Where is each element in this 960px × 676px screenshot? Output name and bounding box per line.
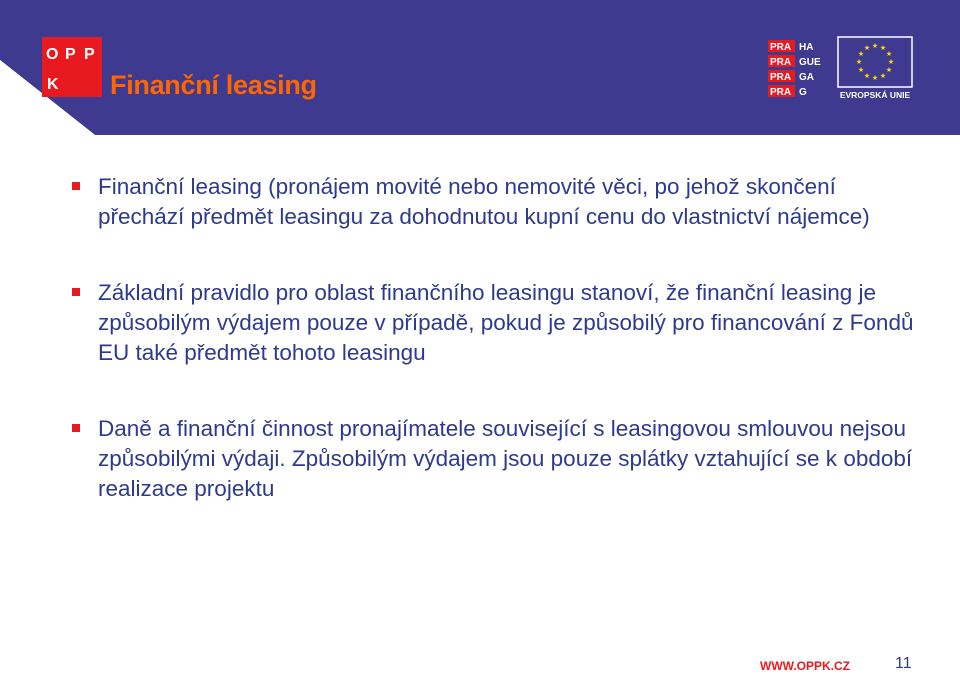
- praha-logo-row3-left: PRA: [770, 72, 792, 83]
- bullet-item: [70, 172, 920, 232]
- svg-text:★: ★: [863, 72, 871, 80]
- bullet-item: [70, 414, 920, 504]
- opp-logo-letter-p1: P: [65, 46, 76, 63]
- footer-url-link[interactable]: WWW.OPPK.CZ: [760, 659, 850, 673]
- svg-text:★: ★: [857, 66, 865, 74]
- slide-title: Finanční leasing: [110, 70, 317, 100]
- praha-logo: [768, 40, 828, 98]
- svg-text:★: ★: [879, 72, 887, 80]
- praha-logo-row2-left: PRA: [770, 57, 792, 68]
- bullet-square-icon: [72, 424, 80, 432]
- slide-header: [0, 0, 960, 135]
- svg-text:★: ★: [879, 44, 887, 52]
- praha-logo-row2-right: GUE: [799, 57, 821, 68]
- bullet-text: Daně a finanční činnost pronajímatele související s leasingovou smlouvou nejsou způsobilými výdaji. Způsobilým výdajem jsou pouze splátky vztahující se k období realizace projektu: [98, 416, 913, 501]
- opp-logo-letter-k: K: [47, 76, 59, 93]
- bullet-text: Základní pravidlo pro oblast finančního leasingu stanoví, že finanční leasing je způsobilým výdajem pouze v případě, pokud je způsobilý pro financování z Fondů EU také předmět tohoto leasingu: [98, 280, 914, 365]
- svg-text:★: ★: [871, 74, 879, 82]
- praha-logo-row4-right: G: [799, 87, 807, 98]
- svg-text:★: ★: [887, 58, 895, 66]
- svg-text:★: ★: [863, 44, 871, 52]
- svg-text:★: ★: [885, 66, 893, 74]
- page-number: 11: [895, 655, 912, 672]
- bullet-square-icon: [72, 288, 80, 296]
- svg-text:★: ★: [885, 50, 893, 58]
- opp-logo-letter-o: O: [46, 46, 59, 63]
- svg-text:★: ★: [855, 58, 863, 66]
- praha-logo-row1-left: PRA: [770, 42, 792, 53]
- opp-logo-letter-p2: P: [84, 46, 95, 63]
- bullet-text: Finanční leasing (pronájem movité nebo nemovité věci, po jehož skončení přechází předmět leasingu za dohodnutou kupní cenu do vlastnictví nájemce): [98, 174, 870, 229]
- praha-logo-row4-left: PRA: [770, 87, 792, 98]
- opp-logo: [42, 37, 102, 97]
- bullet-list: [70, 172, 920, 504]
- praha-logo-row1-right: HA: [799, 42, 814, 53]
- eu-logo-label: EVROPSKÁ UNIE: [839, 90, 911, 100]
- svg-text:★: ★: [871, 42, 879, 50]
- svg-text:★: ★: [857, 50, 865, 58]
- bullet-item: [70, 278, 920, 368]
- eu-flag-logo: [836, 36, 914, 100]
- praha-logo-row3-right: GA: [799, 72, 814, 83]
- bullet-square-icon: [72, 182, 80, 190]
